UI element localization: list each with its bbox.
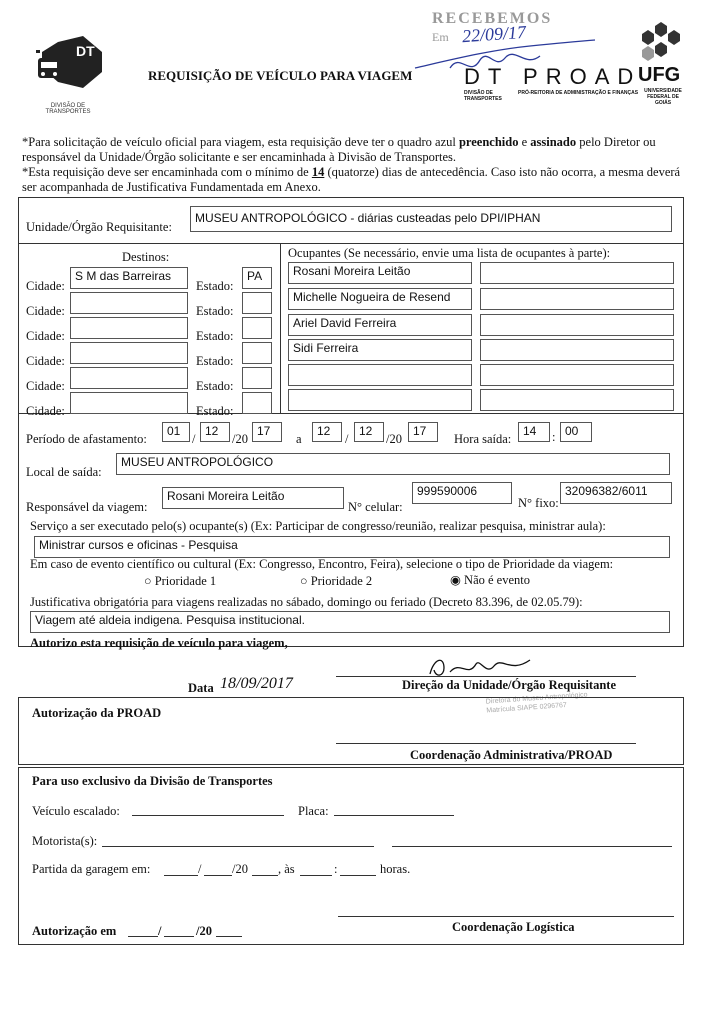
ocupante-field[interactable] — [480, 262, 674, 284]
ocupante-field[interactable]: Sidi Ferreira — [288, 339, 472, 361]
cidade-label: Cidade: — [26, 404, 65, 418]
ocupante-field[interactable] — [480, 364, 674, 386]
estado-label: Estado: — [196, 379, 234, 393]
partida-label: Partida da garagem em: — [32, 862, 151, 876]
prioridade-1-radio[interactable]: ○ Prioridade 1 — [144, 574, 217, 588]
minuto-field[interactable]: 00 — [560, 422, 592, 442]
hora-saida-label: Hora saída: — [454, 432, 512, 446]
ida-mes-field[interactable]: 12 — [200, 422, 230, 442]
intro-paragraph-2: *Esta requisição deve ser encaminhada com o mínimo de 14 (quatorze) dias de antecedência. Caso isto não ocorra, a mesma deverá ser acompanhada de Justificativa Fundamentada em Anexo. — [22, 165, 681, 194]
estado-label: Estado: — [196, 354, 234, 368]
ocupante-field[interactable] — [480, 389, 674, 411]
received-stamp: RECEBEMOS — [432, 10, 553, 27]
page-title: REQUISIÇÃO DE VEÍCULO PARA VIAGEM — [148, 68, 413, 83]
cidade-field[interactable]: S M das Barreiras — [70, 267, 188, 289]
dt-section — [18, 767, 684, 945]
autorizacao-label: Autorização em — [32, 924, 117, 938]
intro-paragraph-1: *Para solicitação de veículo oficial para viagem, esta requisição deve ter o quadro azul preenchido e assinado pelo Diretor ou responsável da Unidade/Órgão solicitante e ser encaminhada à Divisão de Transportes. — [22, 135, 656, 164]
destinos-label: Destinos: — [122, 250, 170, 264]
received-date-handwritten: 22/09/17 — [461, 21, 527, 47]
direcao-label: Direção da Unidade/Órgão Requisitante — [402, 678, 617, 692]
autorizo-label: Autorizo esta requisição de veículo para viagem, — [30, 636, 288, 650]
motorista-field-1[interactable] — [102, 846, 374, 847]
hora-field[interactable]: 14 — [518, 422, 550, 442]
ocupantes-label: Ocupantes (Se necessário, envie uma lista de ocupantes à parte): — [288, 246, 611, 260]
cidade-label: Cidade: — [26, 354, 65, 368]
veiculo-field[interactable] — [132, 815, 284, 816]
ocupante-field[interactable]: Ariel David Ferreira — [288, 314, 472, 336]
prioridade-2-radio[interactable]: ○ Prioridade 2 — [300, 574, 373, 588]
cidade-field[interactable] — [70, 367, 188, 389]
bus-icon — [28, 32, 108, 92]
logo-caption: DIVISÃO DE TRANSPORTES — [45, 103, 91, 115]
placa-label: Placa: — [298, 804, 329, 818]
celular-field[interactable]: 999590006 — [412, 482, 512, 504]
nao-evento-radio[interactable]: ◉ Não é evento — [450, 573, 530, 587]
cidade-field[interactable] — [70, 317, 188, 339]
motorista-label: Motorista(s): — [32, 834, 98, 848]
estado-label: Estado: — [196, 304, 234, 318]
servico-label: Serviço a ser executado pelo(s) ocupante(s) (Ex: Participar de congresso/reunião, realizar pesquisa, ministrar aula): — [30, 519, 606, 533]
estado-field[interactable] — [242, 317, 272, 339]
volta-dia-field[interactable]: 12 — [312, 422, 342, 442]
data-label: Data — [188, 681, 214, 695]
celular-label: N° celular: — [348, 500, 403, 514]
evento-label: Em caso de evento científico ou cultural (Ex: Congresso, Encontro, Feira), selecione o tipo de Prioridade da viagem: — [30, 557, 614, 571]
coord-logistica-label: Coordenação Logística — [452, 920, 575, 934]
local-saida-field[interactable]: MUSEU ANTROPOLÓGICO — [116, 453, 670, 475]
dt-proad-logo: DT PROAD — [464, 64, 642, 89]
veiculo-label: Veículo escalado: — [32, 804, 120, 818]
ufg-logo: UFG — [638, 64, 681, 86]
ufg-hexagon-icon — [636, 20, 686, 62]
ocupante-field[interactable]: Michelle Nogueira de Resend — [288, 288, 472, 310]
cidade-label: Cidade: — [26, 379, 65, 393]
proad-title: Autorização da PROAD — [32, 706, 162, 720]
estado-label: Estado: — [196, 329, 234, 343]
estado-field[interactable] — [242, 367, 272, 389]
data-handwritten: 18/09/2017 — [220, 675, 293, 692]
fixo-label: N° fixo: — [518, 496, 559, 510]
dt-subtitle: DIVISÃO DE TRANSPORTES — [464, 90, 502, 102]
estado-field[interactable]: PA — [242, 267, 272, 289]
motorista-field-2[interactable] — [392, 846, 672, 847]
cidade-field[interactable] — [70, 292, 188, 314]
dt-logo — [28, 32, 108, 115]
volta-ano-field[interactable]: 17 — [408, 422, 438, 442]
ocupante-field[interactable] — [480, 314, 674, 336]
cidade-label: Cidade: — [26, 279, 65, 293]
cidade-label: Cidade: — [26, 304, 65, 318]
fixo-field[interactable]: 32096382/6011 — [560, 482, 672, 504]
unidade-field[interactable]: MUSEU ANTROPOLÓGICO - diárias custeadas pelo DPI/IPHAN — [190, 206, 672, 232]
ocupante-field[interactable] — [288, 364, 472, 386]
ufg-subtitle: UNIVERSIDADE FEDERAL DE GOIÁS — [644, 88, 682, 106]
placa-field[interactable] — [334, 815, 454, 816]
local-saida-label: Local de saída: — [26, 465, 102, 479]
justificativa-field[interactable]: Viagem até aldeia indigena. Pesquisa institucional. — [30, 611, 670, 633]
responsavel-field[interactable]: Rosani Moreira Leitão — [162, 487, 344, 509]
servico-field[interactable]: Ministrar cursos e oficinas - Pesquisa — [34, 536, 670, 558]
estado-field[interactable] — [242, 342, 272, 364]
ocupante-field[interactable] — [480, 339, 674, 361]
estado-field[interactable] — [242, 392, 272, 414]
responsavel-label: Responsável da viagem: — [26, 500, 148, 514]
svg-text:DT: DT — [76, 43, 95, 59]
cidade-label: Cidade: — [26, 329, 65, 343]
cidade-field[interactable] — [70, 392, 188, 414]
proad-sign-label: Coordenação Administrativa/PROAD — [410, 748, 613, 762]
proad-subtitle: PRÓ-REITORIA DE ADMINISTRAÇÃO E FINANÇAS — [518, 90, 639, 96]
ida-dia-field[interactable]: 01 — [162, 422, 190, 442]
ocupante-field[interactable]: Rosani Moreira Leitão — [288, 262, 472, 284]
director-stamp: Diretora do Museu Antropológico Matrícula SIAPE 0296767 — [485, 691, 588, 715]
ida-ano-field[interactable]: 17 — [252, 422, 282, 442]
estado-label: Estado: — [196, 279, 234, 293]
ocupante-field[interactable] — [480, 288, 674, 310]
unidade-label: Unidade/Órgão Requisitante: — [26, 220, 172, 234]
justificativa-label: Justificativa obrigatória para viagens realizadas no sábado, domingo ou feriado (Decreto 83.396, de 02.05.79): — [30, 595, 583, 609]
ocupante-field[interactable] — [288, 389, 472, 411]
estado-field[interactable] — [242, 292, 272, 314]
received-em: Em — [432, 30, 449, 44]
dt-title: Para uso exclusivo da Divisão de Transportes — [32, 774, 273, 788]
periodo-label: Período de afastamento: — [26, 432, 147, 446]
cidade-field[interactable] — [70, 342, 188, 364]
estado-label: Estado: — [196, 404, 234, 418]
volta-mes-field[interactable]: 12 — [354, 422, 384, 442]
